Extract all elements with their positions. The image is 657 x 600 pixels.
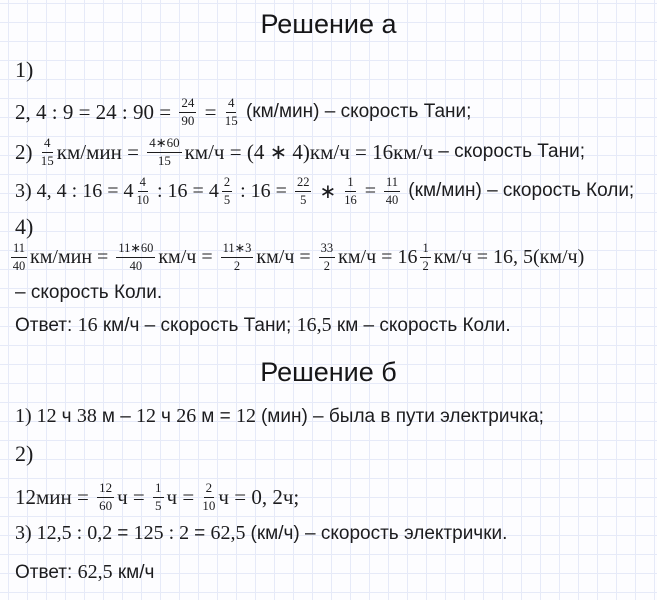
solution-line xyxy=(0,404,657,428)
solution-line xyxy=(0,313,657,337)
fraction-numerator: 12 xyxy=(97,481,114,498)
fraction xyxy=(221,241,254,273)
math-segment: 12 xyxy=(235,405,261,427)
fraction-denominator: 2 xyxy=(233,258,241,273)
math-segment: ч = 0, 2ч; xyxy=(218,484,300,509)
fraction xyxy=(147,136,181,169)
math-segment: 62,5 xyxy=(210,522,251,544)
fraction-denominator: 60 xyxy=(99,497,113,513)
fraction-denominator: 10 xyxy=(136,192,149,207)
text-segment: м = xyxy=(201,406,236,427)
fraction xyxy=(222,175,232,207)
fraction xyxy=(41,136,54,169)
section-title: Решение б xyxy=(260,357,397,387)
math-segment: 125 : 2 xyxy=(133,522,195,544)
fraction xyxy=(295,175,312,207)
solution-line xyxy=(0,521,657,545)
math-segment: км/ч = xyxy=(158,245,218,268)
math-segment: 1) 12 xyxy=(15,405,62,427)
text-segment: (км/мин) – скорость Коли; xyxy=(403,180,635,201)
solution-line xyxy=(0,57,657,83)
text-segment: км/ч xyxy=(112,562,155,583)
fraction-denominator: 2 xyxy=(422,258,429,273)
math-segment: км/ч = (4 ∗ 4)км/ч = 16км/ч xyxy=(184,139,434,164)
math-segment: 26 xyxy=(176,405,202,427)
text-segment: (км/ч) – скорость электрички. xyxy=(250,523,508,544)
text-segment: км – скорость Коли. xyxy=(331,315,511,336)
section-title: Решение а xyxy=(260,9,397,39)
text-segment: км/ч – скорость Тани; xyxy=(97,315,297,336)
fraction-denominator: 10 xyxy=(202,497,216,513)
text-segment: Ответ: xyxy=(15,315,78,336)
math-segment: 4) xyxy=(15,214,34,239)
solution-line xyxy=(0,95,657,129)
fraction-denominator: 5 xyxy=(223,192,231,207)
fraction-denominator: 15 xyxy=(157,152,171,168)
fraction xyxy=(420,241,430,273)
text-segment: Ответ: xyxy=(15,562,78,583)
math-segment: км/ч = 16, 5(км/ч) xyxy=(433,245,585,268)
math-segment: : 16 = 4 xyxy=(152,179,219,202)
math-segment: 16 xyxy=(77,314,98,336)
math-segment: км/ч = 16 xyxy=(338,245,418,268)
fraction-numerator: 22 xyxy=(295,175,312,191)
math-segment: км/мин = xyxy=(30,245,114,268)
solution-line xyxy=(0,174,657,208)
solution-line xyxy=(0,214,657,240)
math-segment: 12 xyxy=(136,405,162,427)
math-segment: = xyxy=(359,179,381,202)
fraction xyxy=(137,175,150,207)
fraction-denominator: 40 xyxy=(12,258,26,273)
math-segment: 62,5 xyxy=(77,561,113,583)
fraction xyxy=(116,241,155,273)
fraction xyxy=(384,175,400,207)
fraction xyxy=(225,96,238,129)
text-segment: – скорость Тани; xyxy=(433,141,585,162)
text-segment: ч xyxy=(61,406,77,427)
fraction-denominator: 5 xyxy=(155,497,162,513)
solution-line xyxy=(0,480,657,514)
fraction-denominator: 2 xyxy=(323,258,331,273)
math-segment: 1) xyxy=(15,57,34,82)
fraction xyxy=(11,241,27,273)
math-segment: км/мин = xyxy=(56,139,145,164)
solution-line xyxy=(0,282,657,303)
fraction-numerator: 4∗60 xyxy=(147,136,181,153)
text-segment: м – xyxy=(101,406,137,427)
fraction xyxy=(179,96,196,129)
fraction-denominator: 15 xyxy=(224,112,238,128)
fraction-denominator: 40 xyxy=(129,258,143,273)
math-segment: 16,5 xyxy=(296,314,332,336)
fraction-numerator: 2 xyxy=(204,481,215,498)
math-segment: ч = xyxy=(166,484,200,509)
math-segment: 12мин = xyxy=(15,484,95,509)
math-segment: ∗ xyxy=(314,180,342,203)
text-segment: = xyxy=(117,523,134,544)
fraction-denominator: 15 xyxy=(40,152,54,168)
text-segment: ч xyxy=(161,406,177,427)
fraction-numerator: 11∗60 xyxy=(116,241,155,257)
math-segment: ч = xyxy=(117,484,151,509)
math-segment: км/ч = xyxy=(256,245,316,268)
fraction-numerator: 11∗3 xyxy=(221,241,254,257)
math-segment: 38 xyxy=(76,405,102,427)
solution-lines xyxy=(0,57,657,337)
fraction-numerator: 1 xyxy=(153,481,164,498)
fraction xyxy=(202,481,215,514)
solution-section-b xyxy=(0,355,657,584)
solution-line xyxy=(0,441,657,467)
math-segment: 3) 4, 4 : 16 = 4 xyxy=(15,179,134,202)
fraction xyxy=(97,481,114,514)
text-segment: – скорость Коли. xyxy=(15,282,163,303)
fraction-numerator: 33 xyxy=(319,241,336,257)
solution-lines xyxy=(0,404,657,584)
solution-line xyxy=(0,560,657,584)
fraction-denominator: 90 xyxy=(181,112,195,128)
fraction-numerator: 2 xyxy=(222,175,232,191)
text-segment: = xyxy=(194,523,211,544)
math-segment: 3) 12,5 : 0,2 xyxy=(15,522,118,544)
solution-line xyxy=(0,135,657,169)
fraction-numerator: 4 xyxy=(42,136,53,153)
fraction-numerator: 1 xyxy=(345,175,355,191)
fraction-numerator: 11 xyxy=(384,175,400,191)
fraction-denominator: 16 xyxy=(344,192,357,207)
fraction-denominator: 5 xyxy=(300,192,307,207)
fraction-denominator: 40 xyxy=(385,192,399,207)
fraction-numerator: 4 xyxy=(226,96,237,113)
math-segment: 2) xyxy=(15,139,38,164)
fraction-numerator: 1 xyxy=(420,241,430,257)
fraction xyxy=(319,241,336,273)
math-segment: 2) xyxy=(15,441,34,466)
fraction-numerator: 11 xyxy=(11,241,27,257)
fraction xyxy=(153,481,164,514)
text-segment: (мин) – была в пути электричка; xyxy=(260,406,544,427)
math-segment: 2, 4 : 9 = 24 : 90 = xyxy=(15,99,177,124)
solution-line xyxy=(0,240,657,274)
fraction xyxy=(344,175,357,207)
math-segment: = xyxy=(199,99,222,124)
fraction-numerator: 4 xyxy=(138,175,148,191)
text-segment: (км/мин) – скорость Тани; xyxy=(240,101,472,122)
math-segment: : 16 = xyxy=(235,179,292,202)
fraction-numerator: 24 xyxy=(179,96,196,113)
